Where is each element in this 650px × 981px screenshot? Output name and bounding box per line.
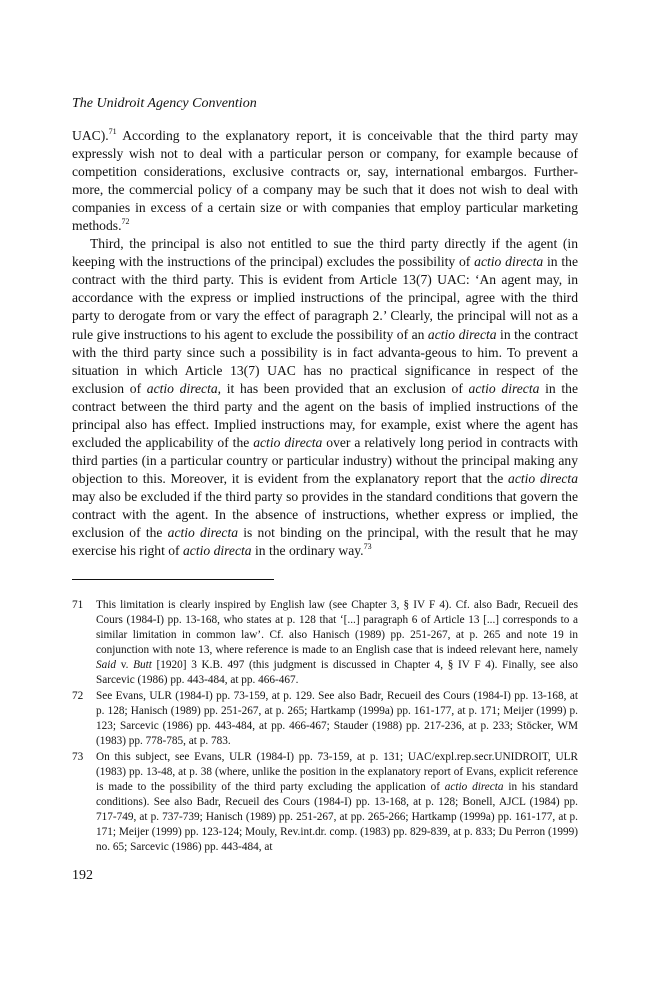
paragraph-2-text-g: may also be excluded if the third party so provides in the standard conditions that govern the contract with the agent. In the absence of instructions, whether express or implied, the exclusion of the [72, 488, 578, 541]
footnote-text: This limitation is clearly inspired by English law (see Chapter 3, § IV F 4). Cf. also Badr, Recueil des Cours (1984-I) pp. 13-168, who states at p. 128 that ‘[...] paragraph 6 of Article 13 [...] corresponds to a similar limitation in common law’. Cf. also Hanisch (1989) pp. 251-267, at p. 265 and note 19 in conjunction with note 13, where reference is made to an English case that is indeed relevant here, namely [96, 599, 578, 656]
case-name: Said [96, 659, 117, 671]
term-actio-directa: actio directa [146, 380, 218, 396]
term-actio-directa: actio directa [167, 525, 239, 541]
paragraph-2-text-c: in the contract with the third party since such a possibility is in fact advanta-geous to him. To prevent a situation in which Article 13(7) UAC has no practical significance in respect of the exclusion of [72, 326, 578, 396]
footnote-ref-71[interactable]: 71 [108, 127, 117, 136]
paragraph-2-text-f: over a relatively long period in contracts with third parties (in a particular country or particular industry) without the principal making any objection to this. Moreover, it is evident from the explanatory report that the [72, 434, 579, 486]
paragraph-1-text-a: UAC). [72, 128, 109, 143]
paragraph-2-text-i: in the ordinary way. [251, 543, 364, 559]
body-text [72, 127, 578, 560]
footnote-text: v. [116, 659, 134, 671]
footnote-73 [72, 750, 578, 855]
footnote-72 [72, 689, 578, 749]
paragraph-2-text-e: in the contract between the third party and the agent on the basis of implied instructions of the principal also has effect. Implied instructions may, for example, exist where the agent has excluded the applicability of the [72, 380, 578, 450]
footnotes [72, 598, 578, 856]
footnote-71 [72, 598, 578, 688]
paragraph-2 [72, 235, 578, 560]
paragraph-2-text-a: Third, the principal is also not entitled to sue the third party directly if the agent (in keeping with the instructions of the principal) excludes the possibility of [72, 236, 578, 270]
footnote-number: 73 [72, 751, 84, 763]
running-head: The Unidroit Agency Convention [72, 96, 257, 111]
paragraph-2-text-d: , it has been provided that an exclusion of [217, 380, 469, 396]
footnote-number: 71 [72, 599, 84, 611]
footnote-text: On this subject, see Evans, ULR (1984-I) pp. 73-159, at p. 131; UAC/expl.rep.secr.UNIDROIT, ULR (1983) pp. 13-48, at p. 38 (where, unlike the position in the explanatory report of Evans, explicit reference is made to the possibility of the third party excluding the application of [96, 751, 578, 793]
footnote-ref-72[interactable]: 72 [121, 217, 130, 227]
paragraph-1 [72, 127, 578, 235]
term-actio-directa: actio directa [474, 254, 544, 270]
footnote-text: in his standard conditions). See also Badr, Recueil des Cours (1984-I) pp. 13-168, at p. 128; Bonell, AJCL (1984) pp. 717-749, at p. 737-739; Hanisch (1989) pp. 251-267, at pp. 265-266; Hartkamp (1999a) pp. 161-177, at p. 171; Meijer (1999) pp. 123-124; Mouly, Rev.int.dr. comp. (1983) pp. 829-839, at p. 833; Du Perron (1999) no. 65; Sarcevic (1986) pp. 443-484, at [96, 781, 578, 853]
page-number: 192 [72, 868, 93, 883]
term-actio-directa: actio directa [508, 470, 578, 486]
footnote-number: 72 [72, 690, 84, 702]
footnote-text: See Evans, ULR (1984-I) pp. 73-159, at p. 129. See also Badr, Recueil des Cours (1984-I) pp. 13-168, at p. 128; Hanisch (1989) pp. 251-267, at p. 265; Hartkamp (1999a) pp. 161-177, at p. 171; Meijer (1999) p. 123; Sarcevic (1986) pp. 443-484, at pp. 466-467; Stauder (1988) pp. 217-236, at p. 233; Stöcker, WM (1983) pp. 778-785, at p. 783. [96, 690, 578, 747]
term-actio-directa: actio directa [182, 543, 252, 559]
case-name: Butt [133, 659, 152, 671]
term-actio-directa: actio directa [468, 380, 540, 396]
footnote-ref-73[interactable]: 73 [363, 542, 372, 552]
paragraph-1-text-b: According to the explanatory report, it is conceivable that the third party may expressly wish not to deal with a particular person or company, for example because of competition considerations, exclusive contracts or, say, international embargos. Further-more, the commercial policy of a company may be such that it does not wish to deal with companies in excess of a certain size or with companies that employ particular marketing methods. [72, 128, 578, 234]
term-actio-directa: actio directa [444, 781, 504, 793]
term-actio-directa: actio directa [253, 434, 323, 450]
footnote-separator [72, 579, 274, 580]
paragraph-2-text-h: is not binding on the principal, with the result that he may exercise his right of [72, 525, 578, 559]
paragraph-2-text-b: in the contract with the third party. This is evident from Article 13(7) UAC: ‘An agent may, in accordance with the express or implied instructions of the principal, agree with the third party to derogate from or vary the effect of paragraph 2.’ Clearly, the principal will not as a rule give instructions to his agent to exclude the possibility of an [72, 254, 578, 342]
footnote-text: [1920] 3 K.B. 497 (this judgment is discussed in Chapter 4, § IV F 4). Finally, see also Sarcevic (1986) pp. 443-484, at pp. 466-467. [96, 659, 578, 686]
term-actio-directa: actio directa [427, 326, 497, 342]
